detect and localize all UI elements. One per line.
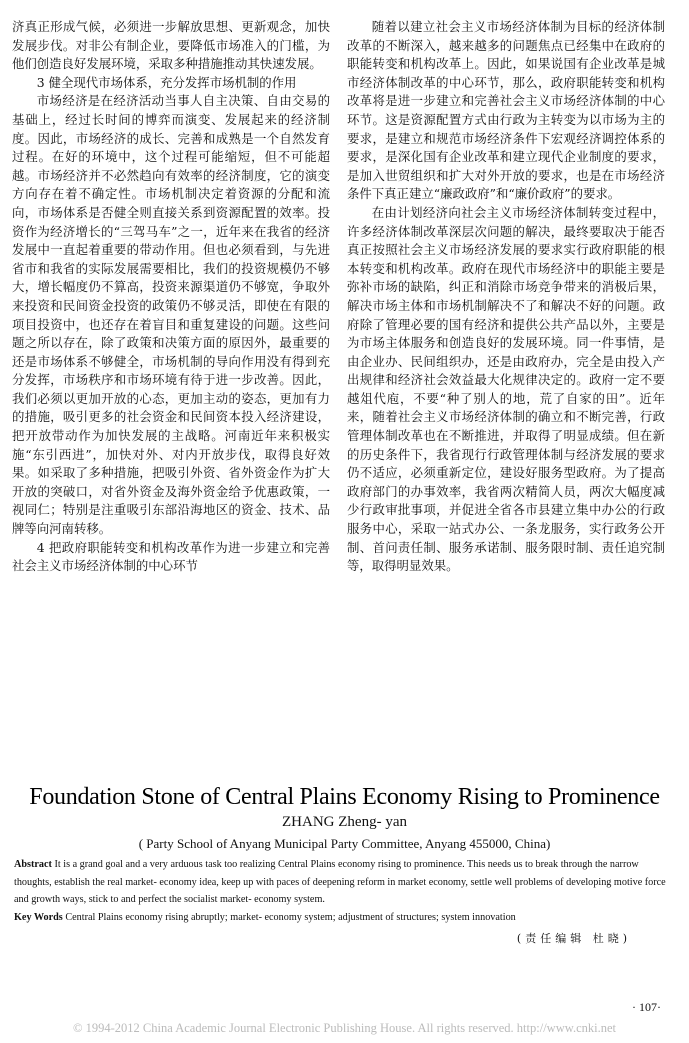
copyright-footer: © 1994-2012 China Academic Journal Electronic Publishing House. All rights reserved. http://www.cnki.net xyxy=(73,1021,616,1035)
section-heading: 4 把政府职能转变和机构改革作为进一步建立和完善社会主义市场经济体制的中心环节 xyxy=(12,539,330,574)
paragraph: 市场经济是在经济活动当事人自主决策、自由交易的基础上，经过长时间的博弈而演变、发展起来的经济制度。因此，市场经济的成长、完善和成熟是一个自然发育过程。在好的环境中，这个过程可能缩短，但不可能超越。市场经济并不必然趋向有效率的经济制度，它的演变方向存在着不确定性。市场机制决定着资源的分配和流向，市场体系是否健全则直接关系到资源配置的效率。投资作为经济增长的“三驾马车”之一，近年来在我省的经济发展中一直起着重要的带动作用。但也必须看到，与先进省市和我省的实际发展需要相比，我们的投资规模仍不够大，增长幅度仍不算高，投资来源渠道仍不够宽，争取外来投资和民间资金投资的政策仍不够灵活，即使在有限的项目投资中，也还存在着盲目和重复建设的问题。这些问题之所以存在，除了政策和决策方面的原因外，最重要的还是市场体系不够健全，市场机制的导向作用没有得到充分发挥，市场秩序和市场环境有待于进一步改善。因此，我们必须以更加开放的心态，更加主动的姿态，更加有力的措施，吸引更多的社会资金和民间资本投入经济建设，把开放带动作为加快发展的主战略。河南近年来积极实施“东引西进”，加快对外、对内开放步伐，取得良好效果。如采取了多种措施，把吸引外资、省外资金作为扩大开放的突破口，对省外资金及海外资金给予优惠政策，一视同仁；特别是注重吸引东部沿海地区的资金、技术、品牌等向河南转移。 xyxy=(12,93,330,537)
keywords-text: Central Plains economy rising abruptly; market- economy system; adjustment of structures; system innovation xyxy=(65,912,516,923)
paragraph: 在由计划经济向社会主义市场经济体制转变过程中，许多经济体制改革深层次问题的解决，最终要取决于能否真正按照社会主义市场经济发展的要求实行政府职能的根本转变和机构改革。政府在现代市场经济中的职能主要是弥补市场的缺陷，纠正和消除市场竞争带来的消极后果，解决市场主体和市场机制解决不了和解决不好的问题。政府除了管理必要的国有经济和提供公共产品以外，主要是为市场主体服务和创造良好的发展环境。同一件事情，是由企业办、民间组织办，还是由政府办，完全是由投入产出规律和经济社会效益最大化规律决定的。政府一定不要越俎代庖，不要“种了别人的地，荒了自家的田”。近年来，随着社会主义市场经济体制的确立和不断完善，行政管理体制改革也在不断推进，并取得了明显成绩。但在新的历史条件下，我省现行行政管理体制与经济发展的要求仍不适应，必须重新定位，建设好服务型政府。为了提高政府部门的办事效率，我省两次精简人员，两次大幅度减少行政审批事项，并促进全省各市县建立集中办公的行政服务中心，采取一站式办公、一条龙服务，实行政务公开制、首问责任制、服务承诺制、服务限时制、责任追究制等，取得明显效果。 xyxy=(347,204,665,574)
keywords-label: Key Words xyxy=(14,912,63,923)
paragraph: 济真正形成气候，必须进一步解放思想、更新观念，加快发展步伐。对非公有制企业，要降低市场准入的门槛，为他们创造良好发展环境，采取多种措施推动其快速发展。 xyxy=(12,19,330,72)
left-column xyxy=(12,18,330,576)
paragraph: 随着以建立社会主义市场经济体制为目标的经济体制改革的不断深入，越来越多的问题焦点已经集中在政府的职能转变和机构改革上。因此，如果说国有企业改革是城市经济体制改革的中心环节，那么，政府职能转变和机构改革将是进一步建立和完善社会主义市场经济体制的中心环节。这是资源配置方式由行政为主转变为以市场为主的要求，是建立和规范市场经济条件下宏观经济调控体系的要求，是深化国有企业改革和建立现代企业制度的要求，是加入世贸组织和扩大对外开放的要求，也是在市场经济条件下真正建立“廉政政府”和“廉价政府”的要求。 xyxy=(347,19,665,202)
abstract-text: It is a grand goal and a very arduous task too realizing Central Plains economy rising to prominence. This needs us to break through the narrow thoughts, establish the real market- economy idea, keep up with paces of deepening reform in market economy, settle well problems of developing motive force and growth ways, stick to and perfect the socialist market- economy system. xyxy=(14,859,666,905)
english-abstract xyxy=(14,856,676,909)
section-heading: 3 健全现代市场体系，充分发挥市场机制的作用 xyxy=(36,74,297,90)
abstract-label: Abstract xyxy=(14,859,52,870)
page-number: · 107· xyxy=(632,1000,661,1014)
english-author: ZHANG Zheng- yan xyxy=(282,814,407,830)
right-column xyxy=(347,18,665,576)
english-affiliation: ( Party School of Anyang Municipal Party Committee, Anyang 455000, China) xyxy=(138,836,551,851)
editor-note: (责任编辑 杜晓) xyxy=(516,932,631,945)
english-title: Foundation Stone of Central Plains Economy Rising to Prominence xyxy=(29,784,660,810)
english-keywords xyxy=(14,909,676,926)
